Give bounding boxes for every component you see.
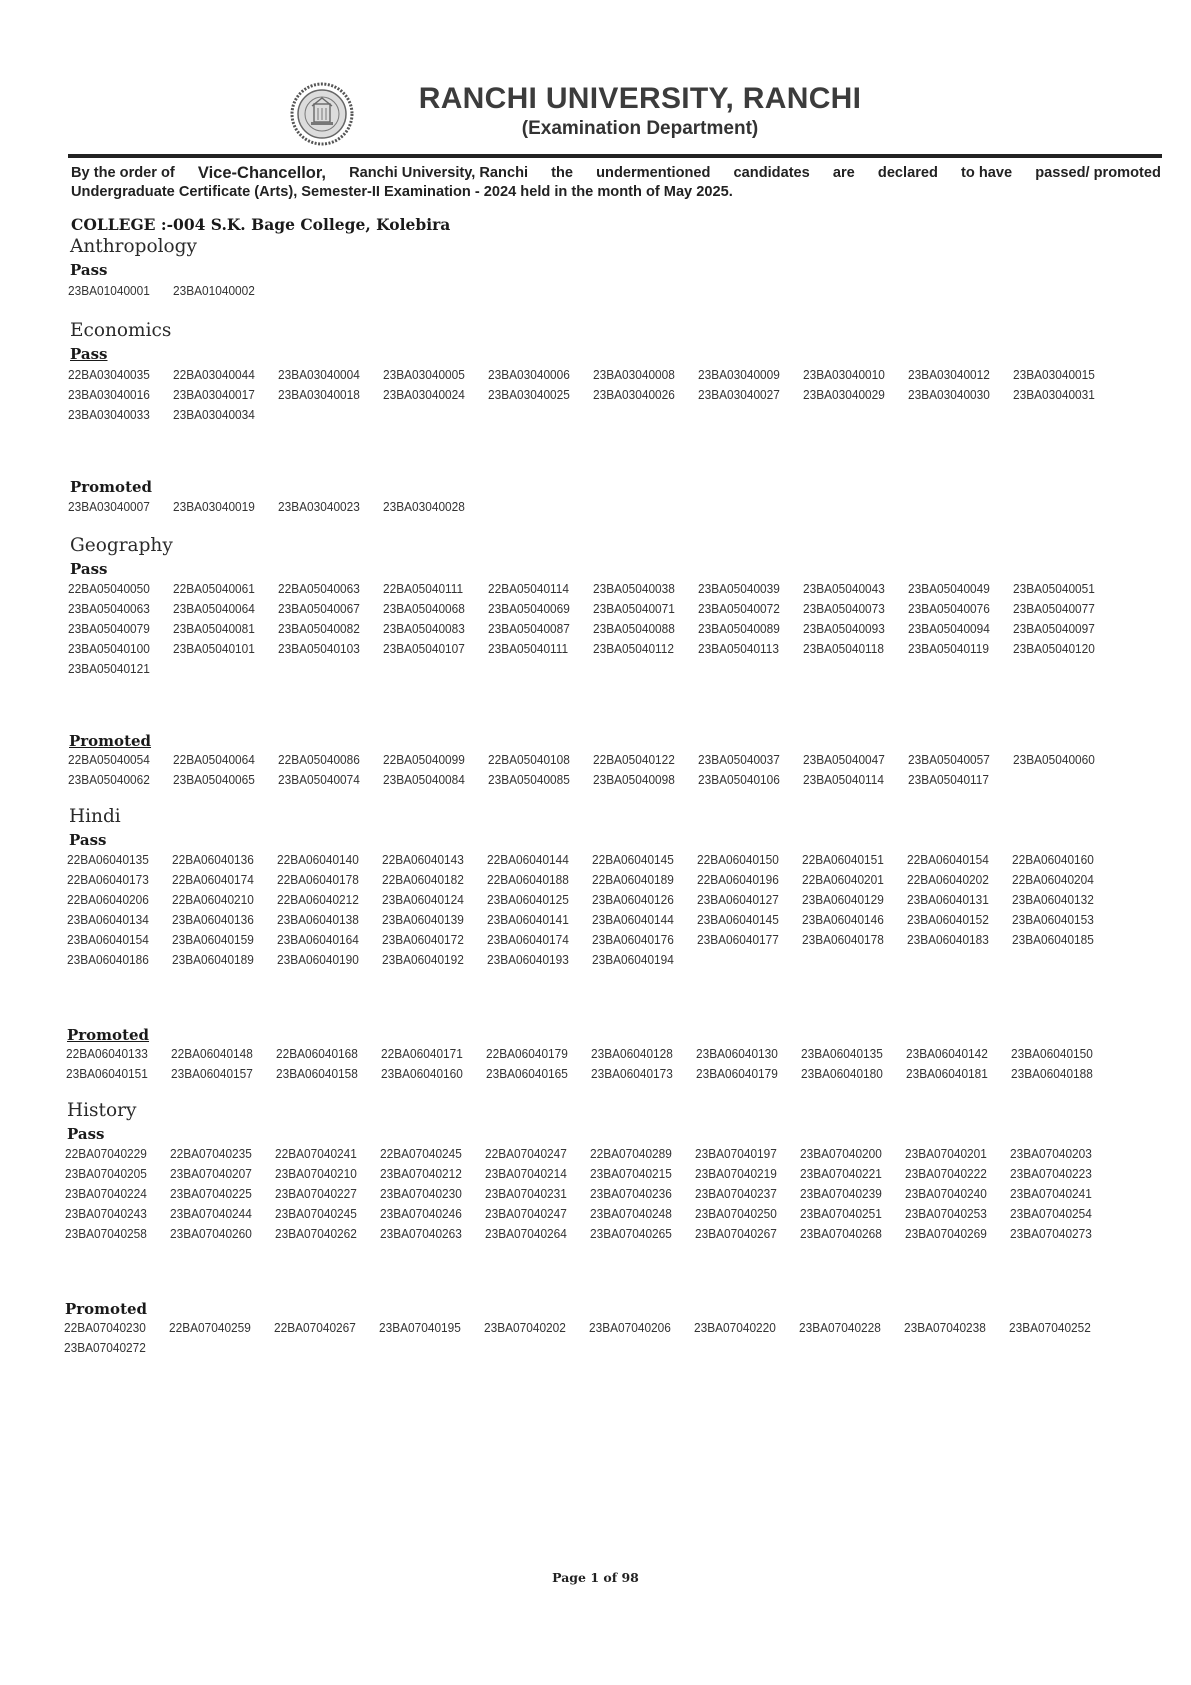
roll-number: 22BA06040210	[172, 892, 254, 907]
roll-number: 22BA06040151	[802, 852, 884, 867]
roll-number: 22BA06040150	[697, 852, 779, 867]
roll-number: 23BA03040009	[698, 367, 780, 382]
roll-number: 23BA01040002	[173, 283, 255, 298]
roll-number: 23BA03040028	[383, 499, 465, 514]
roll-number: 23BA06040176	[592, 932, 674, 947]
roll-number: 23BA06040141	[487, 912, 569, 927]
pass-label: Pass	[69, 831, 107, 849]
roll-number: 23BA03040018	[278, 387, 360, 402]
pass-roll-list	[65, 1145, 1125, 1242]
roll-number: 23BA03040007	[68, 499, 150, 514]
roll-number: 23BA06040159	[172, 932, 254, 947]
roll-number: 22BA06040201	[802, 872, 884, 887]
pass-roll-list	[68, 366, 1128, 423]
roll-number: 22BA05040063	[278, 581, 360, 596]
roll-number: 23BA03040026	[593, 387, 675, 402]
roll-number: 23BA07040258	[65, 1226, 147, 1241]
roll-number: 22BA06040143	[382, 852, 464, 867]
university-seal-icon	[290, 82, 354, 146]
intro-word: Ranchi University, Ranchi	[349, 165, 529, 181]
roll-number: 23BA07040195	[379, 1320, 461, 1335]
roll-number: 22BA05040099	[383, 752, 465, 767]
roll-number: 23BA06040158	[276, 1066, 358, 1081]
roll-number: 23BA05040117	[908, 772, 989, 787]
roll-number: 23BA07040214	[485, 1166, 567, 1181]
roll-number: 23BA03040012	[908, 367, 990, 382]
roll-number: 23BA06040160	[381, 1066, 463, 1081]
roll-number: 23BA06040165	[486, 1066, 568, 1081]
roll-number: 23BA05040081	[173, 621, 255, 636]
roll-number: 23BA07040238	[904, 1320, 986, 1335]
department-name: (Examination Department)	[521, 118, 759, 139]
roll-number: 22BA03040044	[173, 367, 255, 382]
university-name: RANCHI UNIVERSITY, RANCHI	[418, 82, 862, 115]
roll-number: 23BA05040049	[908, 581, 990, 596]
roll-number: 23BA05040038	[593, 581, 675, 596]
roll-number: 22BA07040267	[274, 1320, 356, 1335]
roll-number: 22BA06040173	[67, 872, 149, 887]
roll-number: 23BA06040135	[801, 1046, 883, 1061]
subject-heading: Anthropology	[70, 236, 197, 257]
roll-number: 23BA05040065	[173, 772, 255, 787]
roll-number: 23BA03040033	[68, 407, 150, 422]
roll-number: 23BA05040084	[383, 772, 465, 787]
roll-number: 23BA06040186	[67, 952, 149, 967]
roll-number: 23BA03040004	[278, 367, 360, 382]
roll-number: 22BA06040188	[487, 872, 569, 887]
roll-number: 23BA01040001	[68, 283, 150, 298]
roll-number: 23BA05040103	[278, 641, 360, 656]
roll-number: 23BA07040227	[275, 1186, 357, 1201]
roll-number: 23BA05040064	[173, 601, 255, 616]
intro-word: passed/ promoted	[1035, 165, 1161, 181]
pass-roll-list	[68, 282, 1128, 299]
roll-number: 23BA05040047	[803, 752, 885, 767]
roll-number: 23BA05040037	[698, 752, 780, 767]
roll-number: 23BA07040245	[275, 1206, 357, 1221]
roll-number: 23BA06040134	[67, 912, 149, 927]
roll-number: 23BA05040073	[803, 601, 885, 616]
roll-number: 23BA05040098	[593, 772, 675, 787]
roll-number: 23BA05040068	[383, 601, 465, 616]
pass-label: Pass	[70, 560, 108, 578]
intro-word: declared	[877, 165, 938, 181]
roll-number: 23BA05040071	[593, 601, 675, 616]
promoted-roll-list	[68, 498, 1128, 515]
roll-number: 22BA07040259	[169, 1320, 251, 1335]
roll-number: 23BA03040006	[488, 367, 570, 382]
roll-number: 22BA06040204	[1012, 872, 1094, 887]
roll-number: 22BA06040168	[276, 1046, 358, 1061]
roll-number: 23BA05040057	[908, 752, 990, 767]
roll-number: 22BA06040135	[67, 852, 149, 867]
roll-number: 23BA07040254	[1010, 1206, 1092, 1221]
intro-word: undermentioned	[596, 165, 711, 181]
roll-number: 23BA07040225	[170, 1186, 252, 1201]
promoted-label: Promoted	[67, 1026, 150, 1044]
roll-number: 22BA06040206	[67, 892, 149, 907]
roll-number: 23BA06040177	[697, 932, 779, 947]
roll-number: 23BA05040067	[278, 601, 360, 616]
promoted-label: Promoted	[65, 1300, 148, 1318]
roll-number: 22BA06040196	[697, 872, 779, 887]
roll-number: 22BA06040140	[277, 852, 359, 867]
pass-roll-list	[67, 851, 1127, 968]
roll-number: 22BA06040160	[1012, 852, 1094, 867]
roll-number: 22BA06040212	[277, 892, 359, 907]
roll-number: 23BA03040016	[68, 387, 150, 402]
roll-number: 23BA05040101	[173, 641, 255, 656]
pass-roll-list	[68, 580, 1128, 677]
roll-number: 23BA05040062	[68, 772, 150, 787]
roll-number: 23BA07040250	[695, 1206, 777, 1221]
roll-number: 23BA07040251	[800, 1206, 882, 1221]
roll-number: 23BA05040082	[278, 621, 360, 636]
roll-number: 22BA06040154	[907, 852, 989, 867]
roll-number: 23BA06040125	[487, 892, 569, 907]
roll-number: 23BA05040120	[1013, 641, 1095, 656]
roll-number: 23BA07040243	[65, 1206, 147, 1221]
roll-number: 23BA07040224	[65, 1186, 147, 1201]
roll-number: 23BA07040273	[1010, 1226, 1092, 1241]
roll-number: 23BA07040246	[380, 1206, 462, 1221]
roll-number: 23BA06040178	[802, 932, 884, 947]
intro-word: are	[832, 165, 855, 181]
roll-number: 23BA06040183	[907, 932, 989, 947]
roll-number: 23BA07040240	[905, 1186, 987, 1201]
roll-number: 22BA06040179	[486, 1046, 568, 1061]
roll-number: 23BA03040027	[698, 387, 780, 402]
roll-number: 23BA03040008	[593, 367, 675, 382]
promoted-roll-list	[64, 1319, 1124, 1356]
roll-number: 23BA07040210	[275, 1166, 357, 1181]
roll-number: 23BA05040107	[383, 641, 465, 656]
roll-number: 23BA07040215	[590, 1166, 672, 1181]
roll-number: 23BA05040069	[488, 601, 570, 616]
intro-word: Vice-Chancellor,	[197, 164, 326, 182]
roll-number: 22BA06040202	[907, 872, 989, 887]
intro-word: to have	[961, 165, 1013, 181]
roll-number: 23BA07040265	[590, 1226, 672, 1241]
roll-number: 23BA07040237	[695, 1186, 777, 1201]
roll-number: 23BA07040263	[380, 1226, 462, 1241]
roll-number: 23BA07040206	[589, 1320, 671, 1335]
roll-number: 23BA07040223	[1010, 1166, 1092, 1181]
roll-number: 23BA06040139	[382, 912, 464, 927]
intro-notice	[71, 164, 1161, 202]
pass-label: Pass	[67, 1125, 105, 1143]
roll-number: 22BA05040050	[68, 581, 150, 596]
roll-number: 23BA05040077	[1013, 601, 1095, 616]
roll-number: 23BA05040094	[908, 621, 990, 636]
roll-number: 22BA05040108	[488, 752, 570, 767]
roll-number: 22BA05040122	[593, 752, 675, 767]
roll-number: 23BA07040230	[380, 1186, 462, 1201]
subject-heading: Economics	[70, 320, 172, 341]
roll-number: 23BA07040236	[590, 1186, 672, 1201]
roll-number: 23BA07040212	[380, 1166, 462, 1181]
roll-number: 22BA05040061	[173, 581, 255, 596]
roll-number: 23BA05040119	[908, 641, 989, 656]
roll-number: 23BA03040030	[908, 387, 990, 402]
roll-number: 22BA07040289	[590, 1146, 672, 1161]
roll-number: 23BA05040060	[1013, 752, 1095, 767]
roll-number: 23BA06040190	[277, 952, 359, 967]
roll-number: 23BA05040118	[803, 641, 884, 656]
roll-number: 23BA06040136	[172, 912, 254, 927]
roll-number: 23BA05040083	[383, 621, 465, 636]
roll-number: 22BA06040145	[592, 852, 674, 867]
roll-number: 23BA06040193	[487, 952, 569, 967]
roll-number: 23BA06040146	[802, 912, 884, 927]
roll-number: 23BA06040154	[67, 932, 149, 947]
roll-number: 23BA06040185	[1012, 932, 1094, 947]
pass-label: Pass	[70, 261, 108, 279]
roll-number: 23BA06040152	[907, 912, 989, 927]
roll-number: 23BA06040189	[172, 952, 254, 967]
roll-number: 23BA06040130	[696, 1046, 778, 1061]
roll-number: 22BA06040189	[592, 872, 674, 887]
roll-number: 22BA06040133	[66, 1046, 148, 1061]
roll-number: 23BA05040079	[68, 621, 150, 636]
intro-line-2: Undergraduate Certificate (Arts), Semester-II Examination - 2024 held in the month of May 2025.	[71, 184, 733, 200]
roll-number: 23BA07040200	[800, 1146, 882, 1161]
roll-number: 23BA03040017	[173, 387, 255, 402]
roll-number: 23BA06040179	[696, 1066, 778, 1081]
roll-number: 23BA07040264	[485, 1226, 567, 1241]
roll-number: 23BA06040128	[591, 1046, 673, 1061]
roll-number: 23BA05040039	[698, 581, 780, 596]
roll-number: 23BA06040180	[801, 1066, 883, 1081]
roll-number: 22BA07040247	[485, 1146, 567, 1161]
roll-number: 23BA07040201	[905, 1146, 987, 1161]
roll-number: 23BA07040248	[590, 1206, 672, 1221]
roll-number: 23BA07040219	[695, 1166, 777, 1181]
roll-number: 23BA06040124	[382, 892, 464, 907]
pass-label: Pass	[70, 345, 108, 363]
promoted-roll-list	[66, 1045, 1126, 1082]
roll-number: 23BA07040203	[1010, 1146, 1092, 1161]
roll-number: 23BA07040231	[485, 1186, 567, 1201]
intro-line-1	[71, 164, 1161, 183]
roll-number: 23BA05040097	[1013, 621, 1095, 636]
roll-number: 23BA07040241	[1010, 1186, 1092, 1201]
roll-number: 22BA07040241	[275, 1146, 357, 1161]
roll-number: 23BA06040174	[487, 932, 569, 947]
roll-number: 23BA05040100	[68, 641, 150, 656]
roll-number: 23BA07040247	[485, 1206, 567, 1221]
roll-number: 22BA05040054	[68, 752, 150, 767]
roll-number: 23BA03040034	[173, 407, 255, 422]
roll-number: 23BA03040019	[173, 499, 255, 514]
roll-number: 22BA05040086	[278, 752, 360, 767]
roll-number: 23BA07040205	[65, 1166, 147, 1181]
roll-number: 23BA07040244	[170, 1206, 252, 1221]
roll-number: 23BA05040106	[698, 772, 780, 787]
roll-number: 22BA06040144	[487, 852, 569, 867]
roll-number: 23BA05040114	[803, 772, 884, 787]
roll-number: 22BA05040064	[173, 752, 255, 767]
roll-number: 23BA07040252	[1009, 1320, 1091, 1335]
intro-word: By the order of	[71, 165, 175, 181]
roll-number: 22BA06040171	[381, 1046, 463, 1061]
roll-number: 23BA06040129	[802, 892, 884, 907]
roll-number: 23BA05040089	[698, 621, 780, 636]
roll-number: 23BA05040111	[488, 641, 569, 656]
roll-number: 23BA05040074	[278, 772, 360, 787]
college-name: COLLEGE :-004 S.K. Bage College, Kolebira	[71, 215, 451, 234]
roll-number: 23BA07040207	[170, 1166, 252, 1181]
roll-number: 22BA07040229	[65, 1146, 147, 1161]
roll-number: 23BA05040093	[803, 621, 885, 636]
roll-number: 23BA03040025	[488, 387, 570, 402]
roll-number: 23BA05040112	[593, 641, 674, 656]
roll-number: 23BA03040031	[1013, 387, 1095, 402]
roll-number: 23BA05040121	[68, 661, 150, 676]
roll-number: 23BA05040063	[68, 601, 150, 616]
roll-number: 23BA05040043	[803, 581, 885, 596]
roll-number: 23BA07040228	[799, 1320, 881, 1335]
promoted-roll-list	[68, 751, 1128, 788]
roll-number: 23BA06040192	[382, 952, 464, 967]
roll-number: 23BA03040010	[803, 367, 885, 382]
roll-number: 23BA05040113	[698, 641, 779, 656]
roll-number: 22BA05040111	[383, 581, 464, 596]
roll-number: 23BA06040142	[906, 1046, 988, 1061]
roll-number: 23BA06040132	[1012, 892, 1094, 907]
subject-heading: Geography	[70, 535, 173, 556]
roll-number: 23BA05040051	[1013, 581, 1095, 596]
roll-number: 23BA07040262	[275, 1226, 357, 1241]
roll-number: 22BA06040182	[382, 872, 464, 887]
promoted-label: Promoted	[70, 478, 153, 496]
intro-word: the	[551, 165, 574, 181]
subject-heading: History	[67, 1100, 137, 1121]
roll-number: 23BA06040150	[1011, 1046, 1093, 1061]
header-divider	[68, 154, 1162, 158]
promoted-label: Promoted	[69, 732, 152, 750]
roll-number: 23BA07040221	[800, 1166, 882, 1181]
page-number: Page 1 of 98	[552, 1570, 639, 1585]
roll-number: 23BA06040157	[171, 1066, 253, 1081]
roll-number: 23BA07040267	[695, 1226, 777, 1241]
roll-number: 22BA06040136	[172, 852, 254, 867]
roll-number: 22BA07040235	[170, 1146, 252, 1161]
roll-number: 23BA06040181	[906, 1066, 988, 1081]
roll-number: 23BA07040269	[905, 1226, 987, 1241]
roll-number: 23BA07040220	[694, 1320, 776, 1335]
roll-number: 23BA06040151	[66, 1066, 148, 1081]
roll-number: 23BA07040253	[905, 1206, 987, 1221]
roll-number: 22BA07040245	[380, 1146, 462, 1161]
roll-number: 23BA05040085	[488, 772, 570, 787]
roll-number: 23BA06040188	[1011, 1066, 1093, 1081]
roll-number: 23BA06040164	[277, 932, 359, 947]
roll-number: 23BA06040173	[591, 1066, 673, 1081]
roll-number: 23BA03040024	[383, 387, 465, 402]
roll-number: 22BA05040114	[488, 581, 569, 596]
roll-number: 23BA07040222	[905, 1166, 987, 1181]
roll-number: 23BA03040005	[383, 367, 465, 382]
roll-number: 22BA07040230	[64, 1320, 146, 1335]
roll-number: 23BA07040239	[800, 1186, 882, 1201]
roll-number: 23BA06040131	[907, 892, 989, 907]
roll-number: 22BA06040148	[171, 1046, 253, 1061]
roll-number: 23BA07040268	[800, 1226, 882, 1241]
roll-number: 23BA06040145	[697, 912, 779, 927]
roll-number: 22BA06040178	[277, 872, 359, 887]
intro-word: candidates	[733, 165, 810, 181]
roll-number: 23BA07040260	[170, 1226, 252, 1241]
roll-number: 23BA03040023	[278, 499, 360, 514]
roll-number: 23BA06040138	[277, 912, 359, 927]
roll-number: 23BA03040015	[1013, 367, 1095, 382]
roll-number: 23BA03040029	[803, 387, 885, 402]
roll-number: 23BA05040072	[698, 601, 780, 616]
roll-number: 23BA06040144	[592, 912, 674, 927]
roll-number: 23BA06040127	[697, 892, 779, 907]
roll-number: 22BA06040174	[172, 872, 254, 887]
roll-number: 23BA07040197	[695, 1146, 777, 1161]
roll-number: 23BA06040153	[1012, 912, 1094, 927]
roll-number: 23BA07040272	[64, 1340, 146, 1355]
roll-number: 23BA06040172	[382, 932, 464, 947]
subject-heading: Hindi	[69, 806, 121, 827]
roll-number: 23BA05040088	[593, 621, 675, 636]
roll-number: 23BA05040087	[488, 621, 570, 636]
roll-number: 23BA07040202	[484, 1320, 566, 1335]
roll-number: 23BA06040126	[592, 892, 674, 907]
roll-number: 22BA03040035	[68, 367, 150, 382]
roll-number: 23BA06040194	[592, 952, 674, 967]
roll-number: 23BA05040076	[908, 601, 990, 616]
